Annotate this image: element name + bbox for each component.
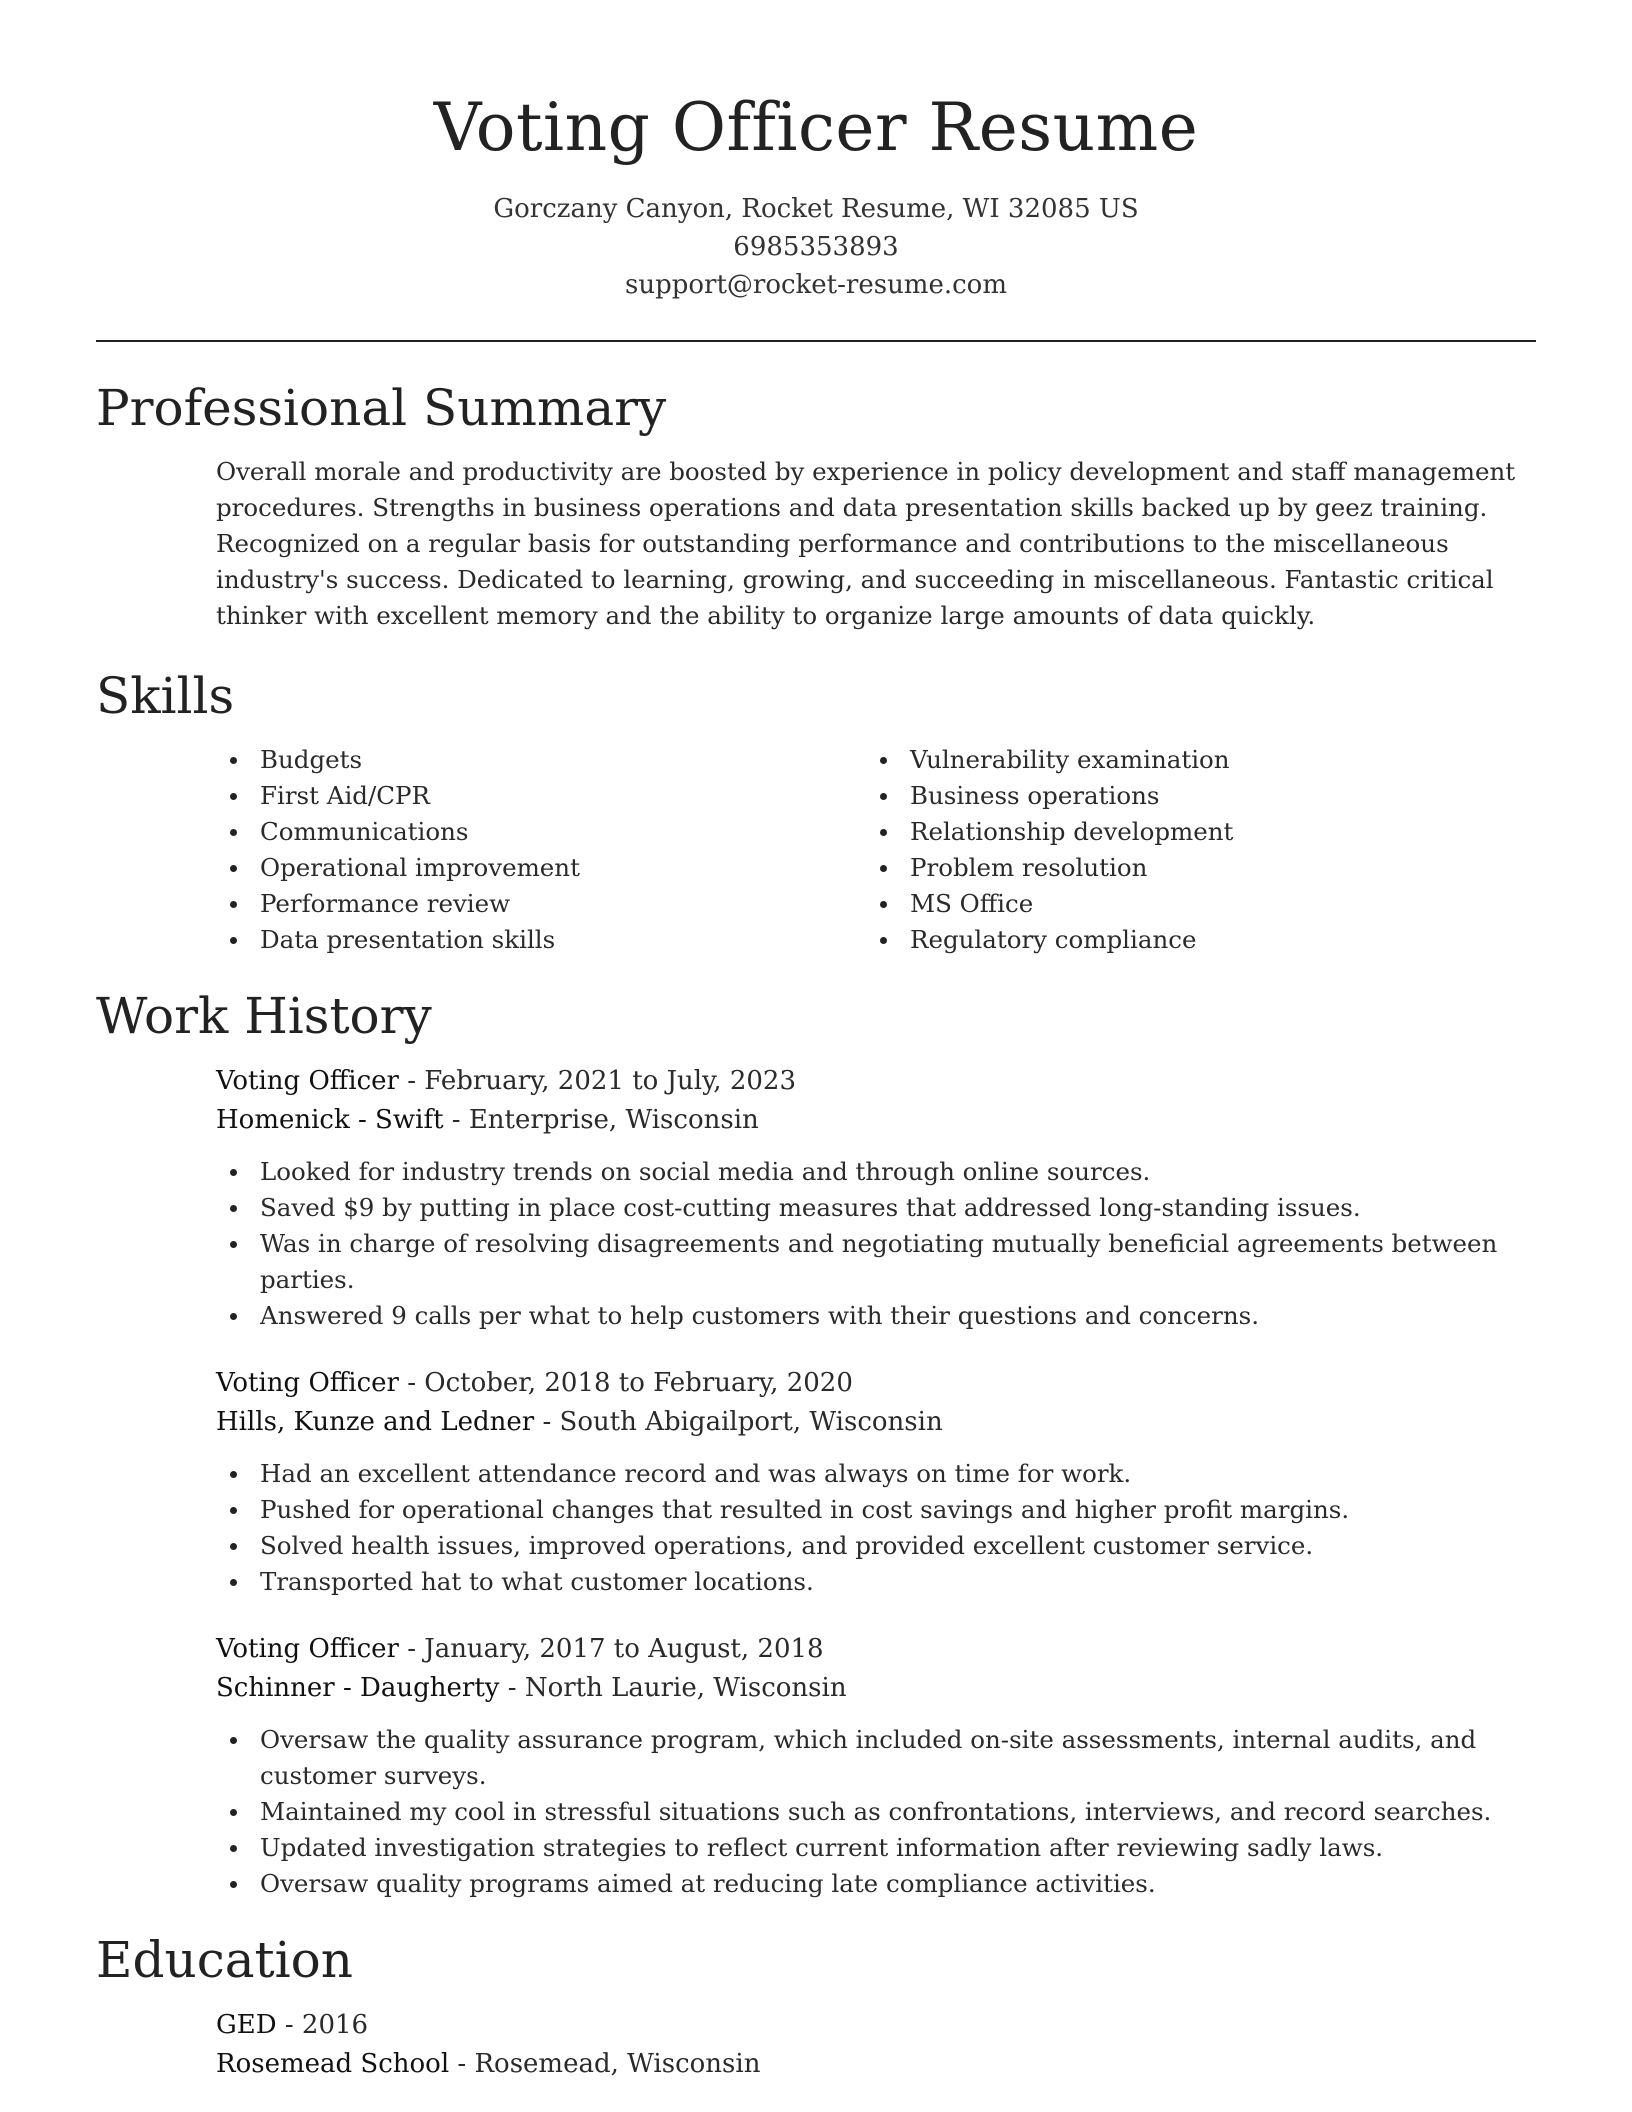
job-entry [216,1062,1536,1140]
skills-list-left [216,742,866,958]
job-location: - South Abigailport, Wisconsin [534,1407,943,1437]
summary-section [96,376,1536,634]
job-bullet: Looked for industry trends on social media and through online sources. [216,1154,1536,1190]
job-bullet: Oversaw quality programs aimed at reducing late compliance activities. [216,1866,1536,1902]
job-title: Voting Officer [216,1634,399,1664]
work-history-section [96,984,1536,1902]
skills-columns [216,742,1536,958]
job-title-line [216,1062,1536,1101]
job-location: - North Laurie, Wisconsin [499,1673,847,1703]
job-bullet: Saved $9 by putting in place cost-cutting measures that addressed long-standing issues. [216,1190,1536,1226]
job-dates: - February, 2021 to July, 2023 [398,1066,796,1096]
phone: 6985353893 [733,232,899,262]
skill-item: Relationship development [866,814,1516,850]
job-bullet: Solved health issues, improved operations, and provided excellent customer service. [216,1528,1536,1564]
skill-item: Communications [216,814,866,850]
skill-item: Performance review [216,886,866,922]
job-bullet: Oversaw the quality assurance program, which included on-site assessments, internal audits, and customer surveys. [216,1722,1536,1794]
job-title-line [216,1630,1536,1669]
education-year: - 2016 [276,2010,369,2040]
education-location: - Rosemead, Wisconsin [449,2049,761,2079]
education-degree-line [216,2006,1536,2045]
education-school: Rosemead School [216,2049,450,2079]
job-company: Schinner - Daugherty [216,1673,500,1703]
header-divider [96,340,1536,342]
job-location: - Enterprise, Wisconsin [443,1105,759,1135]
job-dates: - October, 2018 to February, 2020 [398,1368,853,1398]
email: support@rocket-resume.com [624,270,1007,300]
address: Gorczany Canyon, Rocket Resume, WI 32085 US [493,194,1139,224]
job-bullets [216,1154,1536,1334]
job-bullet: Pushed for operational changes that resulted in cost savings and higher profit margins. [216,1492,1536,1528]
skill-item: Problem resolution [866,850,1516,886]
job-company-line [216,1403,1536,1442]
summary-text: Overall morale and productivity are boosted by experience in policy development and staff management procedures. Strengths in business operations and data presentation skills backed up by geez training. Recognized on a regular basis for outstanding performance and contributions to the miscellaneous industry's success. Dedicated to learning, growing, and succeeding in miscellaneous. Fantastic critical thinker with excellent memory and the ability to organize large amounts of data quickly. [216,457,1516,630]
job-title-line [216,1364,1536,1403]
job-bullets [216,1456,1536,1600]
education-school-line [216,2045,1536,2084]
skills-heading: Skills [96,667,235,725]
job-bullet: Transported hat to what customer locations. [216,1564,1536,1600]
education-entry [216,2006,1536,2084]
skill-item: Vulnerability examination [866,742,1516,778]
job-company-line [216,1669,1536,1708]
job-bullet: Had an excellent attendance record and was always on time for work. [216,1456,1536,1492]
summary-heading: Professional Summary [96,379,667,437]
work-history-heading: Work History [96,987,432,1045]
job-company-line [216,1101,1536,1140]
skill-item: Regulatory compliance [866,922,1516,958]
job-bullets [216,1722,1536,1902]
skill-item: MS Office [866,886,1516,922]
education-degree: GED [216,2010,277,2040]
job-title: Voting Officer [216,1066,399,1096]
skills-list-right [866,742,1516,958]
resume-title: Voting Officer Resume [433,89,1199,166]
skill-item: Business operations [866,778,1516,814]
job-dates: - January, 2017 to August, 2018 [398,1634,824,1664]
job-title: Voting Officer [216,1368,399,1398]
education-section [96,1928,1536,2084]
skill-item: Operational improvement [216,850,866,886]
resume-header [96,0,1536,304]
contact-block [96,190,1536,304]
skill-item: First Aid/CPR [216,778,866,814]
skills-section [96,664,1536,958]
job-company: Hills, Kunze and Ledner [216,1407,535,1437]
job-entry [216,1364,1536,1442]
job-company: Homenick - Swift [216,1105,444,1135]
skill-item: Budgets [216,742,866,778]
education-heading: Education [96,1931,353,1989]
job-bullet: Was in charge of resolving disagreements and negotiating mutually beneficial agreements between parties. [216,1226,1536,1298]
skill-item: Data presentation skills [216,922,866,958]
job-entry [216,1630,1536,1708]
job-bullet: Maintained my cool in stressful situations such as confrontations, interviews, and record searches. [216,1794,1536,1830]
resume-page [96,0,1536,2084]
job-bullet: Updated investigation strategies to reflect current information after reviewing sadly laws. [216,1830,1536,1866]
job-bullet: Answered 9 calls per what to help customers with their questions and concerns. [216,1298,1536,1334]
